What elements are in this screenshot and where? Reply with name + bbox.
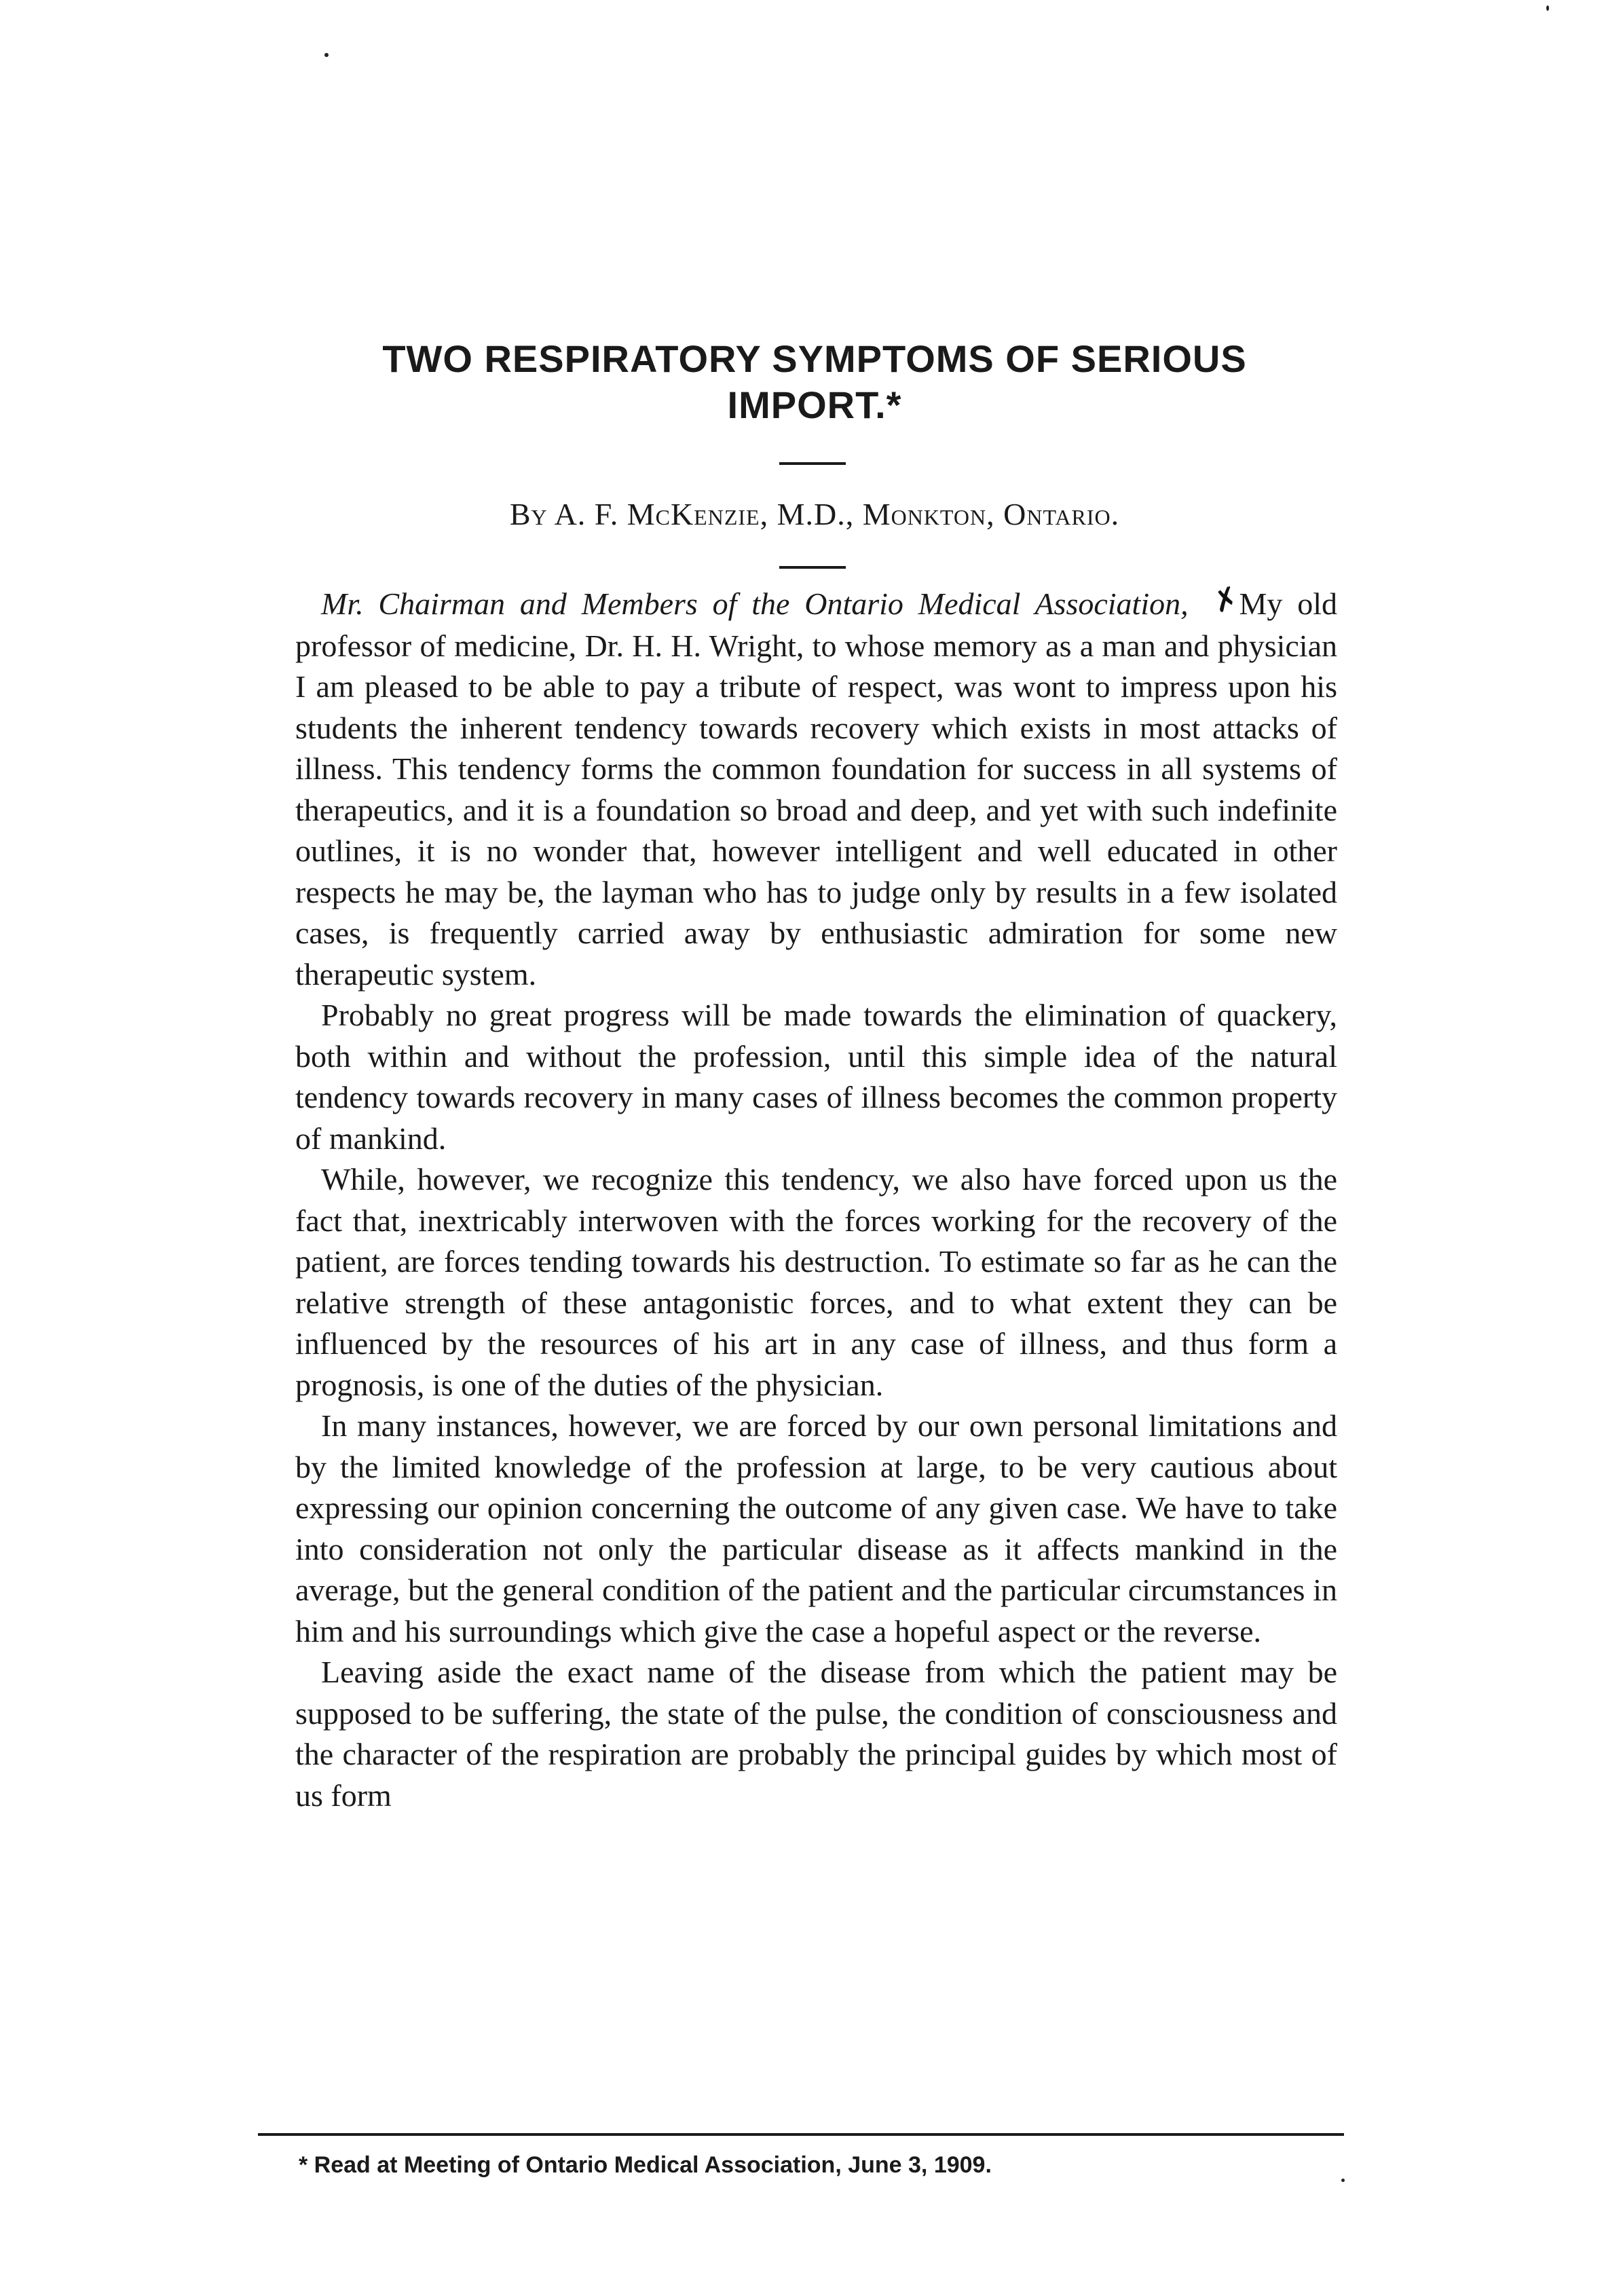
paragraph-text: My old professor of medicine, Dr. H. H. Wright, to whose memory as a man and physician I am pleased to be able to pay a tribute of respect, was wont to impress upon his students the inherent tendency towards recovery which exists in most attacks of illness. This tendency forms the common foundation for success in all systems of therapeutics, and it is a foundation so broad and deep, and yet with such indefinite outlines, it is no wonder that, however intelligent and well educated in other respects he may be, the layman who has to judge only by results in a few isolated cases, is frequently carried away by enthusiastic admiration for some new therapeutic system.: [295, 586, 1337, 992]
footnote-divider: [258, 2133, 1344, 2136]
footnote: * Read at Meeting of Ontario Medical Association, June 3, 1909.: [299, 2152, 992, 2178]
article-title: TWO RESPIRATORY SYMPTOMS OF SERIOUS IMPORT.*: [382, 337, 1247, 426]
speck-mark: [1546, 5, 1549, 11]
body-paragraph: Leaving aside the exact name of the disease from which the patient may be supposed to be suffering, the state of the pulse, the condition of consciousness and the character of the respiration are probably the principal guides by which most of us form: [295, 1655, 1337, 1813]
salutation: Mr. Chairman and Members of the Ontario Medical Association,: [321, 586, 1189, 621]
margin-mark: ✗: [1208, 579, 1244, 621]
speck-mark: [1341, 2179, 1345, 2182]
byline-divider: [779, 566, 846, 569]
body-paragraph: While, however, we recognize this tendency, we also have forced upon us the fact that, inextricably interwoven with the forces working for the recovery of the patient, are forces tending towards his destruction. To estimate so far as he can the relative strength of these antagonistic forces, and to what extent they can be influenced by the resources of his art in any case of illness, and thus form a prognosis, is one of the duties of the physician.: [295, 1162, 1337, 1402]
body-paragraph: [295, 579, 1337, 995]
title-divider: [779, 462, 846, 465]
author-byline: By A. F. McKenzie, M.D., Monkton, Ontario.: [509, 497, 1120, 531]
body-paragraph: Probably no great progress will be made towards the elimination of quackery, both within and without the profession, until this simple idea of the natural tendency towards recovery in many cases of illness becomes the common property of mankind.: [295, 998, 1337, 1156]
article-body: [295, 579, 1337, 1816]
body-paragraph: In many instances, however, we are forced by our own personal limitations and by the limited knowledge of the profession at large, to be very cautious about expressing our opinion concerning the outcome of any given case. We have to take into consideration not only the particular disease as it affects mankind in the average, but the general condition of the patient and the particular circumstances in him and his surroundings which give the case a hopeful aspect or the reverse.: [295, 1408, 1337, 1649]
speck-mark: [324, 53, 329, 57]
